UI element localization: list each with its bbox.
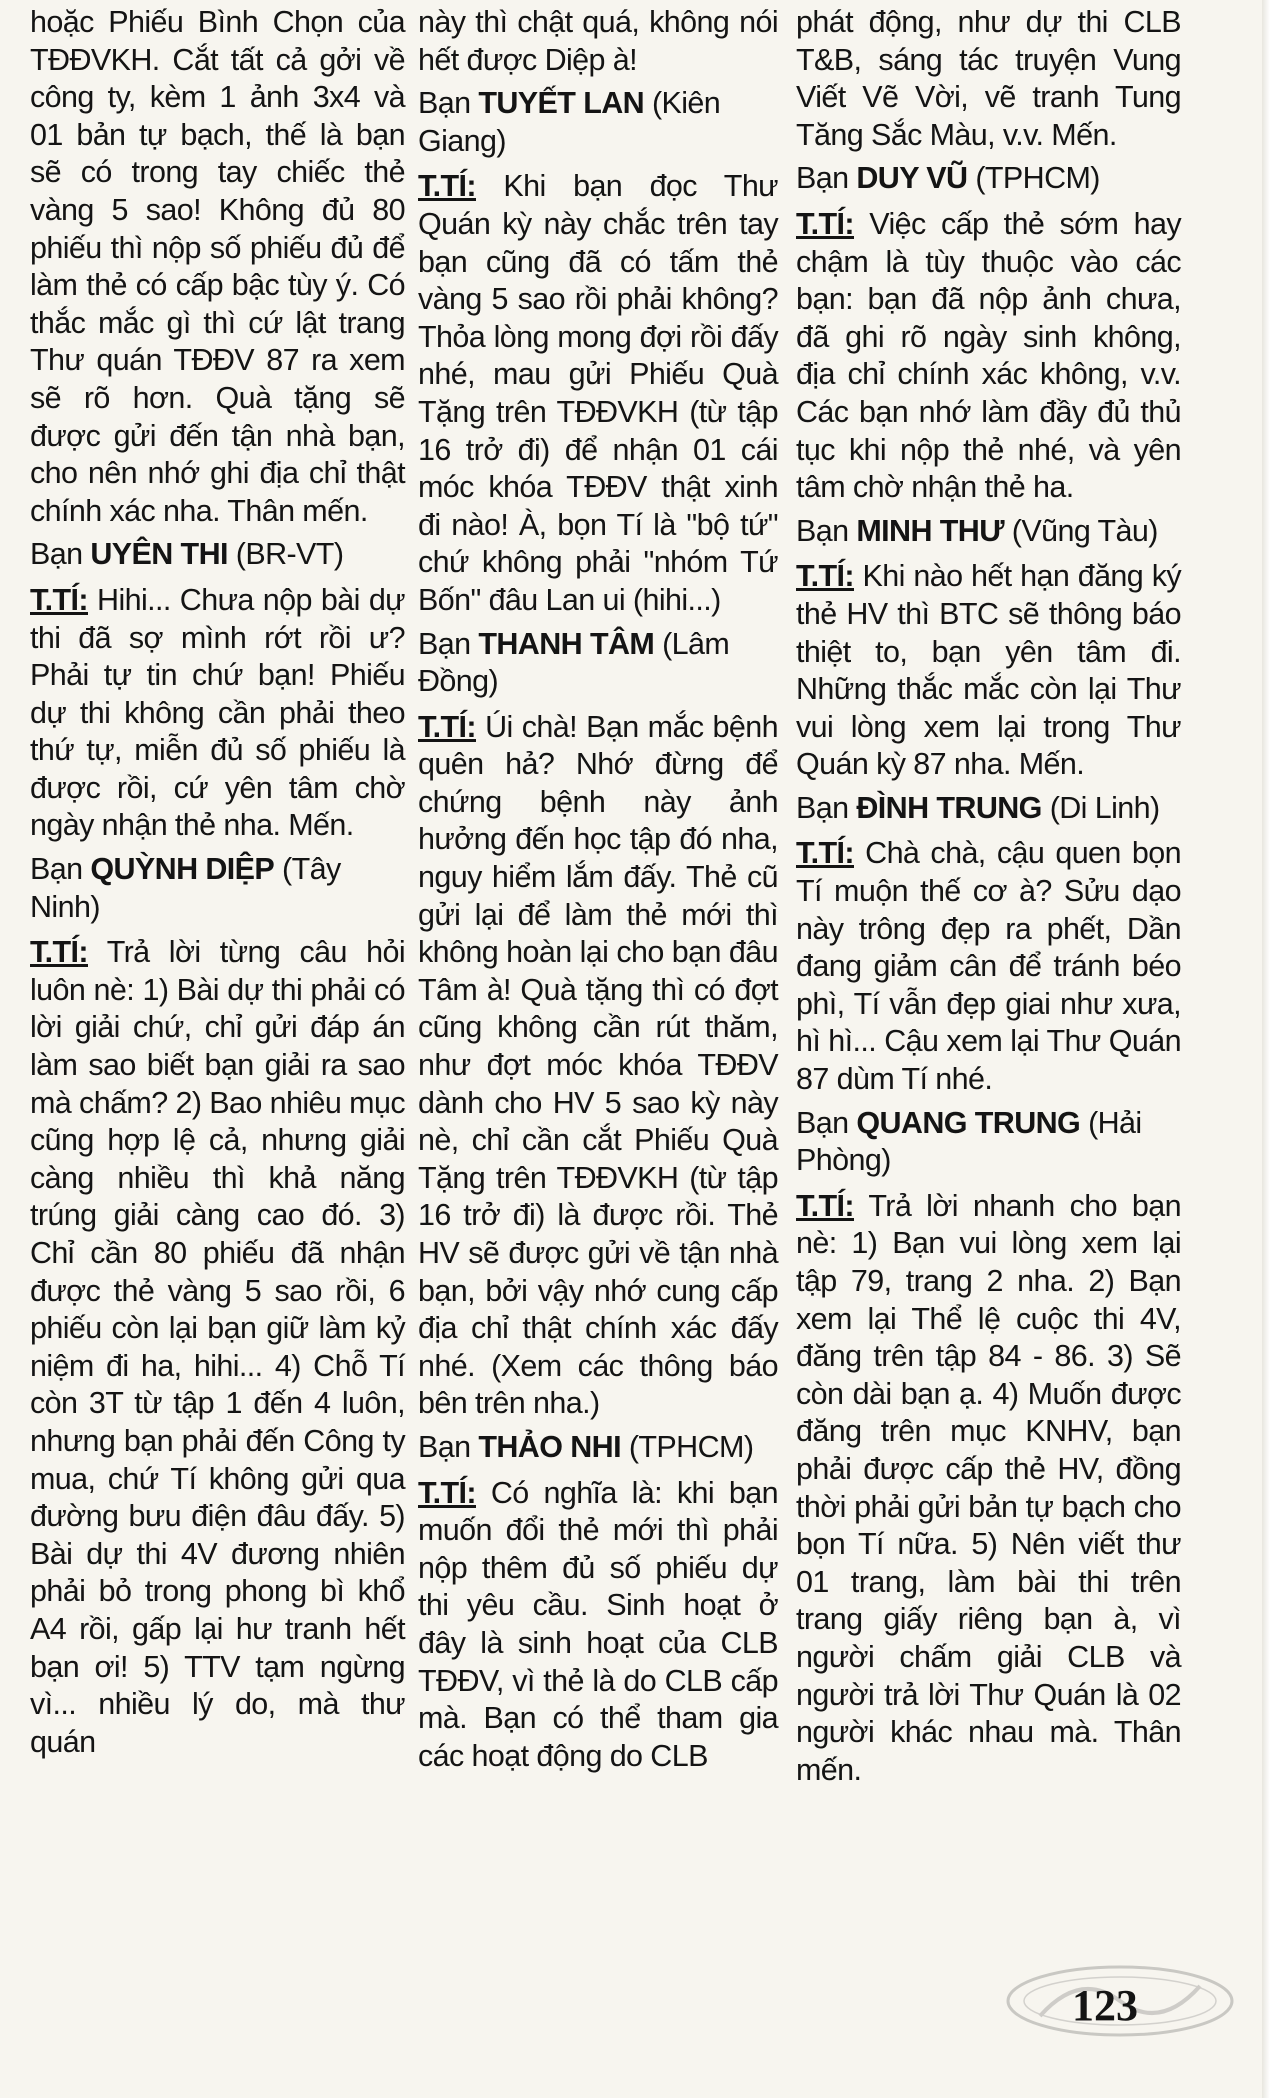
reply-label: T.TÍ:	[796, 559, 854, 594]
reply-paragraph	[30, 582, 405, 845]
letter-heading	[418, 85, 778, 160]
letter-heading	[796, 513, 1181, 551]
reader-place: (BR-VT)	[235, 537, 344, 572]
column-1	[30, 4, 405, 1767]
reply-label: T.TÍ:	[30, 582, 88, 617]
letter-heading	[30, 536, 405, 574]
letter-heading	[418, 626, 778, 701]
reader-name: QUỲNH DIỆP	[90, 852, 275, 887]
heading-prefix: Bạn	[30, 537, 83, 572]
reader-place: (TPHCM)	[975, 161, 1100, 196]
reply-label: T.TÍ:	[418, 709, 476, 744]
reader-name: MINH THƯ	[856, 513, 1004, 548]
reader-name: DUY VŨ	[856, 161, 968, 196]
reply-text: Khi bạn đọc Thư Quán kỳ này chắc trên tay bạn cũng đã có tấm thẻ vàng 5 sao rồi phải không? Thỏa lòng mong đợi rồi đấy nhé, mau gửi Phiếu Quà Tặng trên TĐĐVKH (từ tập 16 trở đi) để nhận 01 cái móc khóa TĐĐV thật xinh đi nào! À, bọn Tí là "bộ tứ" chứ không phải "nhóm Tứ Bốn" đâu Lan ui (hihi...)	[418, 169, 779, 617]
reply-paragraph	[796, 558, 1181, 784]
reader-place: (Vũng Tàu)	[1011, 513, 1158, 548]
intro-paragraph: này thì chật quá, không nói hết được Diệp à!	[418, 5, 778, 77]
letter-heading	[418, 1429, 778, 1467]
column-2	[418, 4, 778, 1781]
reply-label: T.TÍ:	[796, 206, 854, 241]
reader-name: ĐÌNH TRUNG	[856, 790, 1042, 825]
letter-heading	[796, 160, 1181, 198]
intro-paragraph: hoặc Phiếu Bình Chọn của TĐĐVKH. Cắt tất cả gởi về công ty, kèm 1 ảnh 3x4 và 01 bản tự bạch, thế là bạn sẽ có trong tay chiếc thẻ vàng 5 sao! Không đủ 80 phiếu thì nộp số phiếu đủ để làm thẻ có cấp bậc tùy ý. Có thắc mắc gì thì cứ lật trang Thư quán TĐĐV 87 ra xem sẽ rõ hơn. Quà tặng sẽ được gửi đến tận nhà bạn, cho nên nhớ ghi địa chỉ thật chính xác nha. Thân mến.	[30, 5, 405, 528]
letter-heading	[796, 790, 1181, 828]
reply-text: Trả lời nhanh cho bạn nè: 1) Bạn vui lòng xem lại tập 79, trang 2 nha. 2) Bạn xem lại Thể lệ cuộc thi 4V, đăng trên tập 84 - 86. 3) Sẽ còn dài bạn ạ. 4) Muốn được đăng trên mục KNHV, bạn phải được cấp thẻ HV, đồng thời phải gửi bản tự bạch cho bọn Tí nữa. 5) Nên viết thư 01 trang, làm bài thi trên trang giấy riêng bạn à, vì người chấm giải CLB và người trả lời Thư Quán là 02 người khác nhau mà. Thân mến.	[796, 1188, 1181, 1787]
reply-label: T.TÍ:	[418, 169, 476, 204]
reply-paragraph	[418, 709, 778, 1423]
reply-label: T.TÍ:	[30, 935, 88, 970]
reply-label: T.TÍ:	[418, 1475, 476, 1510]
heading-prefix: Bạn	[418, 86, 471, 121]
page-edge	[1262, 0, 1270, 2098]
reply-paragraph	[30, 934, 405, 1761]
reply-paragraph	[796, 1188, 1181, 1790]
reader-place: (Hải Phòng)	[796, 1105, 1142, 1178]
reader-place: (Di Linh)	[1049, 790, 1160, 825]
reader-place: (TPHCM)	[628, 1429, 754, 1464]
reply-paragraph	[796, 835, 1181, 1098]
reader-name: THANH TÂM	[478, 626, 655, 661]
reply-label: T.TÍ:	[796, 1188, 854, 1223]
heading-prefix: Bạn	[796, 161, 849, 196]
heading-prefix: Bạn	[796, 513, 849, 548]
reader-name: QUANG TRUNG	[856, 1105, 1081, 1140]
heading-prefix: Bạn	[796, 1105, 849, 1140]
reply-paragraph	[418, 168, 778, 619]
letter-heading	[796, 1105, 1181, 1180]
reader-name: TUYẾT LAN	[478, 86, 645, 121]
reply-text: Việc cấp thẻ sớm hay chậm là tùy thuộc vào các bạn: bạn đã nộp ảnh chưa, đã ghi rõ ngày sinh không, địa chỉ chính xác không, v.v. Các bạn nhớ làm đầy đủ thủ tục khi nộp thẻ nhé, và yên tâm chờ nhận thẻ ha.	[796, 206, 1181, 505]
letter-heading	[30, 851, 405, 926]
heading-prefix: Bạn	[418, 626, 471, 661]
intro-paragraph: phát động, như dự thi CLB T&B, sáng tác truyện Vung Viết Vẽ Vời, vẽ tranh Tung Tăng Sắc Màu, v.v. Mến.	[796, 5, 1181, 152]
reader-place: (Lâm Đồng)	[418, 626, 730, 699]
column-3	[796, 4, 1181, 1795]
reader-name: UYÊN THI	[90, 537, 228, 572]
page-number: 123	[1072, 1981, 1138, 2030]
reply-paragraph	[796, 206, 1181, 507]
heading-prefix: Bạn	[418, 1429, 471, 1464]
heading-prefix: Bạn	[796, 790, 849, 825]
reader-place: (Tây Ninh)	[30, 852, 341, 924]
reply-text: Hihi... Chưa nộp bài dự thi đã sợ mình rớt rồi ư? Phải tự tin chứ bạn! Phiếu dự thi không cần phải theo thứ tự, miễn đủ số phiếu là được rồi, cứ yên tâm chờ ngày nhận thẻ nha. Mến.	[30, 582, 406, 843]
reply-label: T.TÍ:	[796, 836, 854, 871]
reply-text: Úi chà! Bạn mắc bệnh quên hả? Nhớ đừng để chứng bệnh này ảnh hưởng đến học tập đó nha, nguy hiểm lắm đấy. Thẻ cũ gửi lại để làm thẻ mới thì không hoàn lại cho bạn đâu Tâm à! Quà tặng thì có đợt cũng không cần rút thăm, như đợt móc khóa TĐĐV dành cho HV 5 sao kỳ này nè, chỉ cần cắt Phiếu Quà Tặng trên TĐĐVKH (từ tập 16 trở đi) là được rồi. Thẻ HV sẽ được gửi về tận nhà bạn, bởi vậy nhớ cung cấp địa chỉ thật chính xác đấy nhé. (Xem các thông báo bên trên nha.)	[418, 709, 779, 1421]
reader-place: (Kiên Giang)	[418, 86, 721, 158]
reply-text: Trả lời từng câu hỏi luôn nè: 1) Bài dự thi phải có lời giải chứ, chỉ gửi đáp án làm sao biết bạn giải ra sao mà chấm? 2) Bao nhiêu mục cũng hợp lệ cả, nhưng giải càng nhiều thì khả năng trúng giải càng cao đó. 3) Chỉ cần 80 phiếu đã nhận được thẻ vàng 5 sao rồi, 6 phiếu còn lại bạn giữ làm kỷ niệm đi ha, hihi... 4) Chỗ Tí còn 3T từ tập 1 đến 4 luôn, nhưng bạn phải đến Công ty mua, chứ Tí không gửi qua đường bưu điện đâu đấy. 5) Bài dự thi 4V đương nhiên phải bỏ trong phong bì khổ A4 rồi, gấp lại hư tranh hết bạn ơi! 5) TTV tạm ngừng vì... nhiều lý do, mà thư quán	[30, 935, 406, 1759]
heading-prefix: Bạn	[30, 852, 83, 887]
reply-paragraph	[418, 1475, 778, 1776]
reader-name: THẢO NHI	[478, 1429, 621, 1464]
reply-text: Có nghĩa là: khi bạn muốn đổi thẻ mới thì phải nộp thêm đủ số phiếu dự thi yêu cầu. Sinh hoạt ở đây là sinh hoạt của CLB TĐĐV, vì thẻ là do CLB cấp mà. Bạn có thể tham gia các hoạt động do CLB	[418, 1475, 778, 1773]
reply-text: Chà chà, cậu quen bọn Tí muộn thế cơ à? Sửu dạo này trông đẹp ra phết, Dần đang giảm cân để tránh béo phì, Tí vẫn đẹp giai như xưa, hì hì... Cậu xem lại Thư Quán 87 dùm Tí nhé.	[796, 836, 1182, 1097]
reply-text: Khi nào hết hạn đăng ký thẻ HV thì BTC sẽ thông báo thiệt to, bạn yên tâm đi. Những thắc mắc còn lại Thư vui lòng xem lại trong Thư Quán kỳ 87 nha. Mến.	[796, 559, 1181, 782]
